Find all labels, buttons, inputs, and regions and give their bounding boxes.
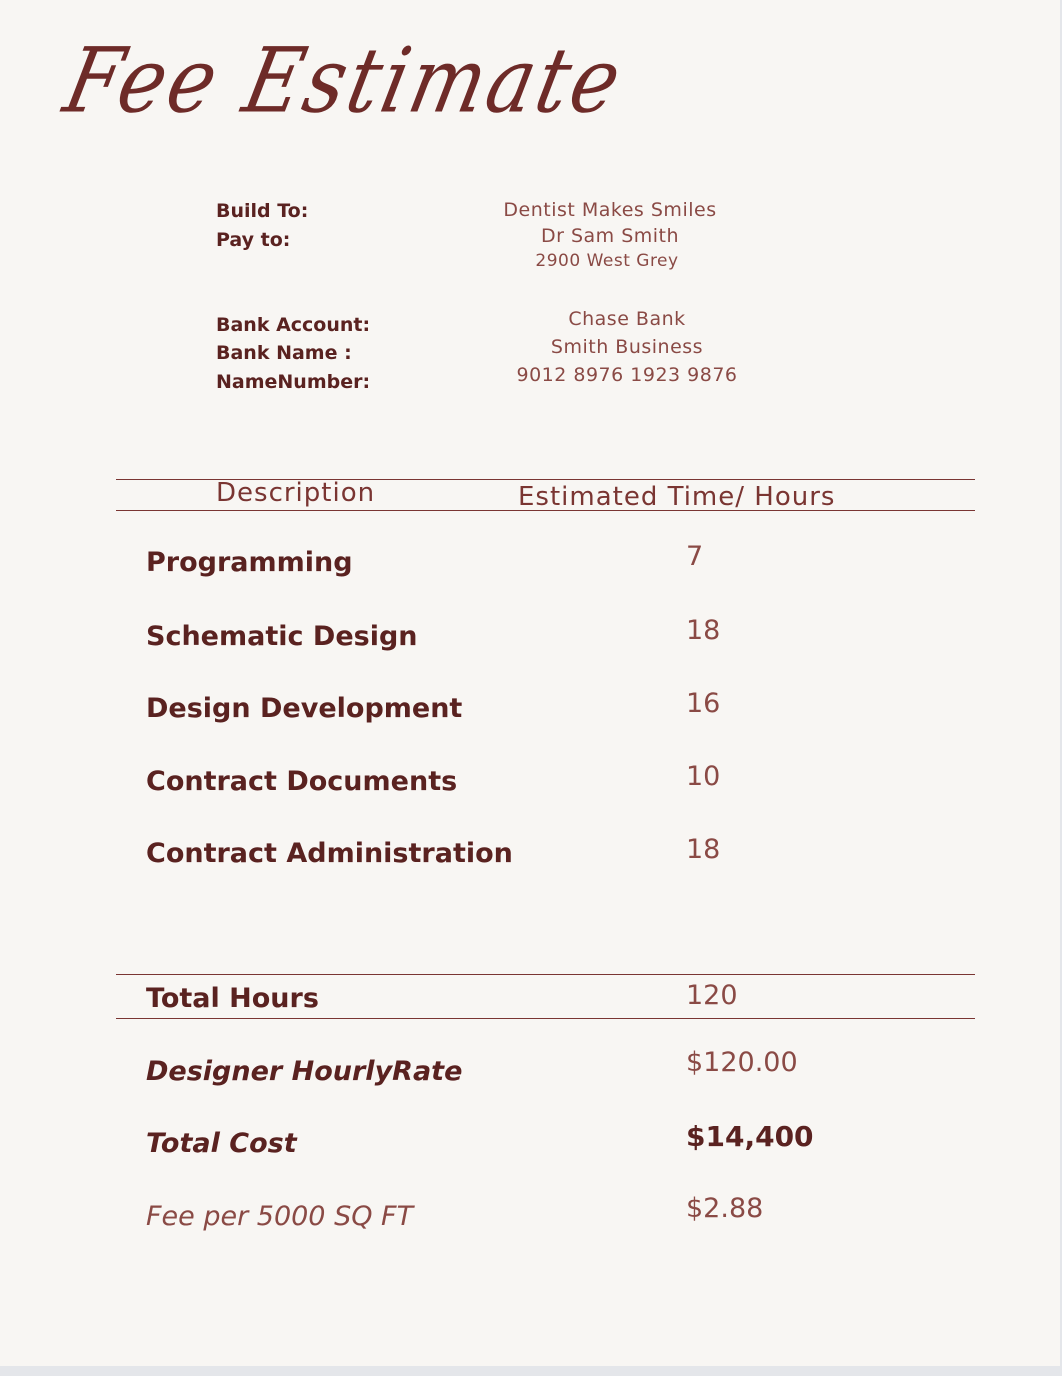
account-name-value: Smith Business bbox=[550, 336, 704, 358]
client-contact: Dr Sam Smith bbox=[540, 225, 680, 247]
total-hours-value: 120 bbox=[686, 980, 738, 1011]
bank-account-label: Bank Account: bbox=[216, 314, 371, 336]
table-row-description: Contract Administration bbox=[146, 838, 513, 869]
table-row-description: Contract Documents bbox=[146, 766, 458, 797]
table-row-hours: 18 bbox=[686, 615, 721, 646]
header-bottom-rule bbox=[116, 510, 975, 511]
total-bottom-rule bbox=[116, 1018, 975, 1019]
fee-per-sqft-value: $2.88 bbox=[686, 1193, 764, 1224]
table-row-hours: 18 bbox=[686, 834, 721, 865]
total-cost-value: $14,400 bbox=[686, 1120, 814, 1153]
table-row-description: Schematic Design bbox=[146, 621, 418, 652]
pay-to-label: Pay to: bbox=[216, 229, 291, 251]
total-hours-label: Total Hours bbox=[146, 983, 319, 1014]
hourly-rate-label: Designer HourlyRate bbox=[146, 1056, 463, 1087]
total-cost-label: Total Cost bbox=[146, 1128, 297, 1159]
build-to-label: Build To: bbox=[216, 200, 309, 222]
hourly-rate-value: $120.00 bbox=[686, 1047, 798, 1078]
table-row-hours: 16 bbox=[686, 688, 721, 719]
page-title: Fee Estimate bbox=[56, 30, 633, 134]
table-row-hours: 7 bbox=[686, 541, 704, 572]
name-number-label: NameNumber: bbox=[216, 371, 371, 393]
account-number-value: 9012 8976 1923 9876 bbox=[516, 364, 738, 386]
description-header: Description bbox=[216, 478, 376, 508]
fee-per-sqft-label: Fee per 5000 SQ FT bbox=[146, 1201, 414, 1232]
bank-name-label: Bank Name : bbox=[216, 342, 352, 364]
total-top-rule bbox=[116, 974, 975, 975]
table-row-description: Programming bbox=[146, 547, 353, 578]
table-row-hours: 10 bbox=[686, 761, 721, 792]
client-name: Dentist Makes Smiles bbox=[503, 199, 717, 221]
hours-header: Estimated Time/ Hours bbox=[518, 482, 836, 512]
client-address: 2900 West Grey bbox=[535, 251, 679, 271]
table-row-description: Design Development bbox=[146, 693, 463, 724]
bank-name-value: Chase Bank bbox=[568, 308, 686, 330]
